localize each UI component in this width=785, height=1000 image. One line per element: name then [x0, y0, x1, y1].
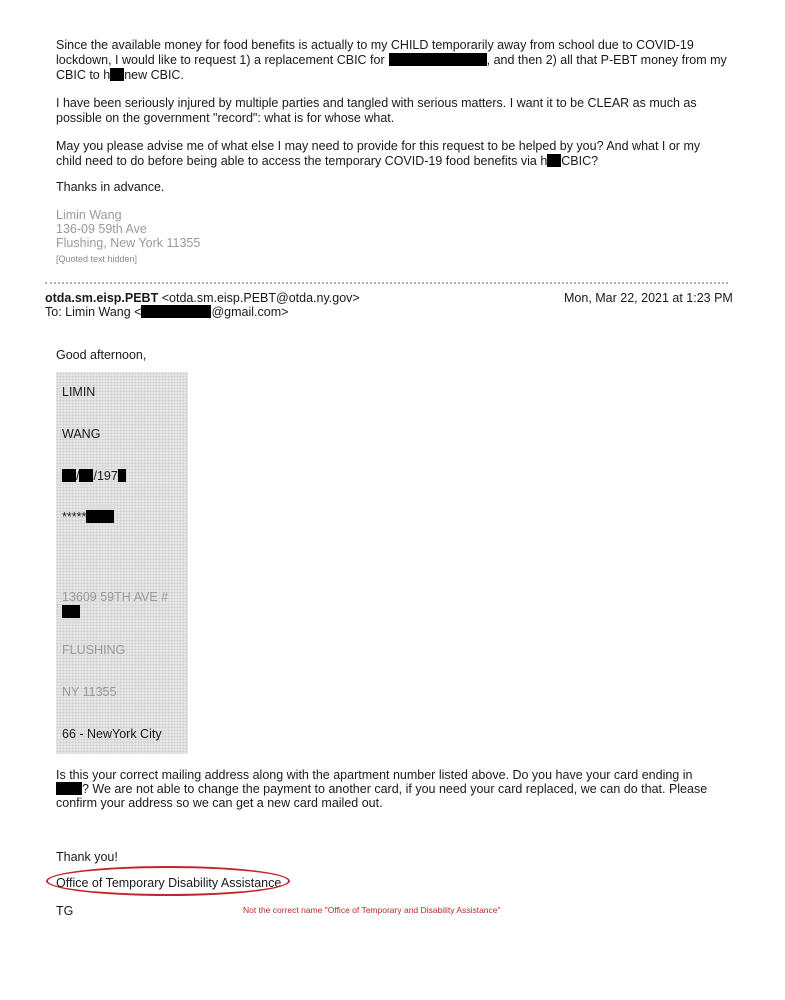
msg1-thanks: Thanks in advance. [56, 180, 165, 194]
address-record-panel [56, 372, 188, 754]
quoted-text-hidden-link[interactable]: [Quoted text hidden] [56, 254, 138, 264]
record-first-name: LIMIN [62, 385, 96, 399]
msg1-p2-line2: possible on the government "record": what is for whose what. [56, 111, 395, 125]
redaction-box [141, 305, 211, 318]
record-masked-prefix: ***** [62, 510, 87, 524]
record-birthdate [62, 469, 126, 483]
closing: Thank you! [56, 850, 118, 864]
sender-email: <otda.sm.eisp.PEBT@otda.ny.gov> [161, 291, 360, 305]
body-line2-text: ? We are not able to change the payment to another card, if you need your card replaced, we can do that. Please [82, 782, 708, 796]
message-recipient [45, 305, 288, 320]
msg1-p1-line3 [56, 68, 184, 83]
body-line2 [56, 782, 707, 797]
signer-initials: TG [56, 904, 74, 918]
record-birthdate-year: /197 [93, 469, 118, 483]
signature-address-line2: Flushing, New York 11355 [56, 236, 201, 250]
record-city: FLUSHING [62, 643, 126, 657]
msg1-p2-line1: I have been seriously injured by multiple parties and tangled with serious matters. I want it to be CLEAR as much as [56, 96, 697, 110]
redaction-box [62, 605, 80, 618]
msg1-p1-line3-a: CBIC to h [56, 68, 111, 82]
redaction-box [547, 154, 561, 167]
redaction-box [118, 469, 126, 482]
msg1-p3-line2-a: child need to do before being able to access the temporary COVID-19 food benefits via h [56, 154, 548, 168]
greeting: Good afternoon, [56, 348, 147, 362]
annotation-circle [46, 866, 290, 896]
record-street: 13609 59TH AVE # [62, 590, 169, 604]
redaction-box [56, 782, 82, 795]
redaction-box [86, 510, 114, 523]
msg1-p3-line1: May you please advise me of what else I may need to provide for this request to be helped by you? And what I or my [56, 139, 701, 153]
message-date: Mon, Mar 22, 2021 at 1:23 PM [564, 291, 733, 305]
msg1-p3-line2 [56, 154, 598, 169]
to-name: Limin Wang < [65, 305, 142, 319]
msg1-p1-line2 [56, 53, 727, 68]
to-email-tail: @gmail.com> [211, 305, 289, 319]
redaction-box [62, 469, 76, 482]
redaction-box [110, 68, 124, 81]
annotation-note: Not the correct name "Office of Temporary and Disability Assistance" [243, 905, 501, 915]
redaction-box [389, 53, 487, 66]
message-sender [45, 291, 360, 306]
body-line1: Is this your correct mailing address along with the apartment number listed above. Do you have your card ending in [56, 768, 693, 782]
record-apt [62, 605, 80, 619]
signature-address-line1: 136-09 59th Ave [56, 222, 147, 236]
record-masked-id [62, 510, 114, 524]
message-separator [45, 282, 728, 284]
msg1-p1-line1: Since the available money for food benefits is actually to my CHILD temporarily away from school due to COVID-19 [56, 38, 694, 52]
signature-name: Limin Wang [56, 208, 122, 222]
redaction-box [79, 469, 93, 482]
record-birthdate-sep: / [76, 469, 80, 483]
office-name: Office of Temporary Disability Assistance [56, 876, 282, 890]
msg1-p1-line2-b: , and then 2) all that P-EBT money from my [486, 53, 727, 67]
msg1-p1-line3-b: new CBIC. [124, 68, 184, 82]
msg1-p3-line2-b: CBIC? [561, 154, 599, 168]
record-last-name: WANG [62, 427, 101, 441]
msg1-p1-line2-a: lockdown, I would like to request 1) a replacement CBIC for [56, 53, 385, 67]
record-state-zip: NY 11355 [62, 685, 117, 699]
to-label: To: [45, 305, 62, 319]
sender-name: otda.sm.eisp.PEBT [45, 291, 159, 305]
body-line3: confirm your address so we can get a new card mailed out. [56, 796, 383, 810]
record-county: 66 - NewYork City [62, 727, 162, 741]
